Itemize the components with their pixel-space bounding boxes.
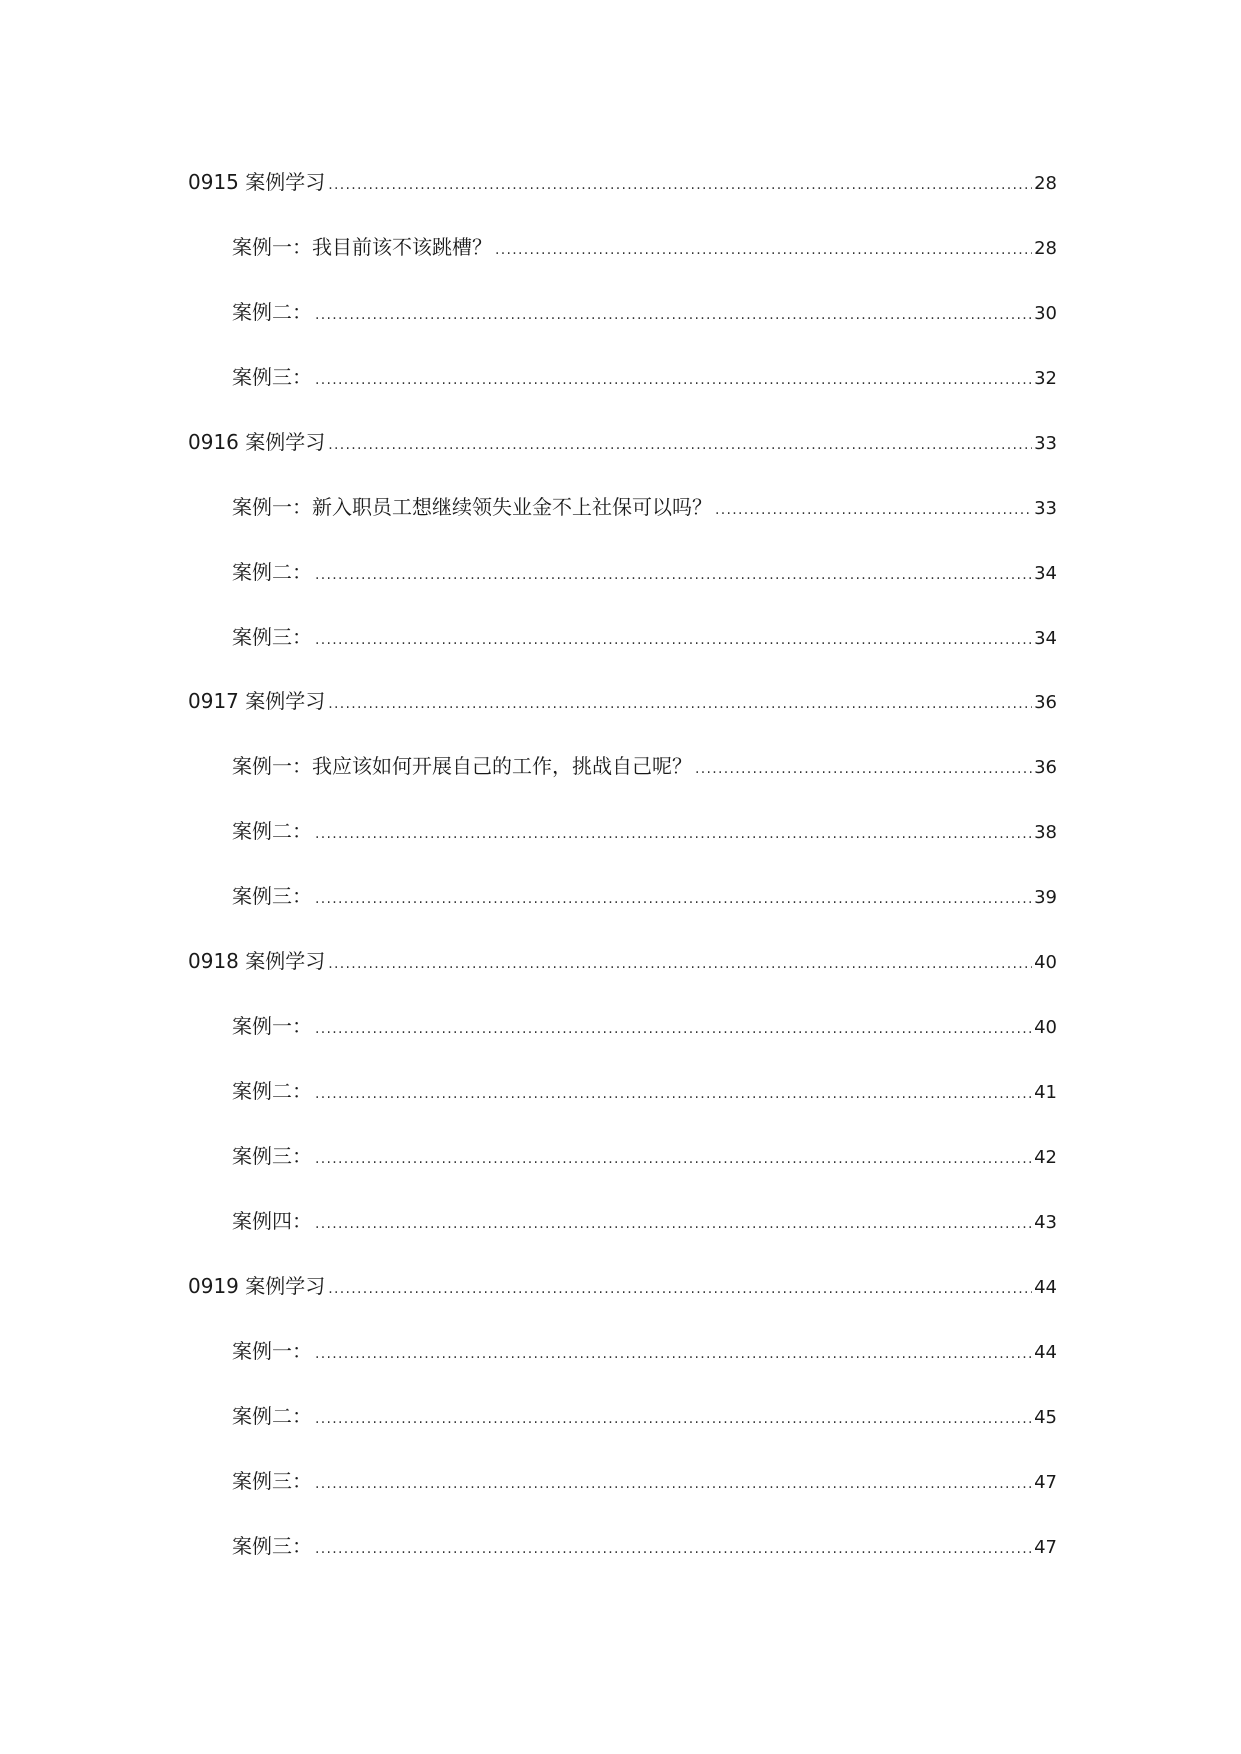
toc-entry-title: 0915 案例学习: [188, 170, 326, 194]
toc-entry[interactable]: [232, 816, 1057, 846]
toc-entry[interactable]: [232, 1466, 1057, 1496]
toc-page-number: 32: [1034, 368, 1057, 389]
toc-entry-title: 案例二：: [232, 819, 312, 843]
dot-leader: [315, 1209, 1032, 1239]
toc-page-number: 33: [1034, 433, 1057, 454]
toc-entry-title: 案例一：我应该如何开展自己的工作，挑战自己呢？: [232, 754, 692, 778]
toc-entry-title: 案例三：: [232, 1534, 312, 1558]
toc-entry[interactable]: [232, 1206, 1057, 1236]
toc-page-number: 33: [1034, 498, 1057, 519]
toc-page-number: 39: [1034, 887, 1057, 908]
toc-entry-title: 案例一：我目前该不该跳槽？: [232, 235, 492, 259]
dot-leader: [315, 1339, 1032, 1369]
toc-entry[interactable]: [232, 232, 1057, 262]
toc-entry[interactable]: [232, 1401, 1057, 1431]
dot-leader: [328, 1274, 1032, 1304]
toc-entry-title: 案例二：: [232, 300, 312, 324]
toc-entry-title: 0916 案例学习: [188, 430, 326, 454]
toc-entry[interactable]: [232, 1011, 1057, 1041]
toc-page-number: 47: [1034, 1537, 1057, 1558]
toc-entry-title: 案例一：: [232, 1339, 312, 1363]
toc-page-number: 47: [1034, 1472, 1057, 1493]
toc-entry[interactable]: [232, 362, 1057, 392]
toc-entry[interactable]: [232, 1336, 1057, 1366]
dot-leader: [315, 1014, 1032, 1044]
toc-page-number: 30: [1034, 303, 1057, 324]
toc-page-number: 40: [1034, 1017, 1057, 1038]
toc-page-number: 44: [1034, 1277, 1057, 1298]
dot-leader: [328, 949, 1032, 979]
toc-entry-title: 案例三：: [232, 365, 312, 389]
dot-leader: [315, 560, 1032, 590]
toc-entry[interactable]: [232, 1076, 1057, 1106]
toc-entry-title: 案例四：: [232, 1209, 312, 1233]
dot-leader: [695, 754, 1032, 784]
toc-page-number: 28: [1034, 173, 1057, 194]
toc-section-0915[interactable]: [188, 167, 1057, 197]
dot-leader: [315, 625, 1032, 655]
toc-entry-title: 案例三：: [232, 1144, 312, 1168]
toc-page-number: 40: [1034, 952, 1057, 973]
toc-page-number: 34: [1034, 628, 1057, 649]
toc-entry[interactable]: [232, 492, 1057, 522]
dot-leader: [328, 170, 1032, 200]
dot-leader: [315, 365, 1032, 395]
dot-leader: [315, 1469, 1032, 1499]
dot-leader: [315, 1534, 1032, 1564]
toc-page-number: 36: [1034, 757, 1057, 778]
toc-page-number: 42: [1034, 1147, 1057, 1168]
dot-leader: [315, 1079, 1032, 1109]
toc-entry[interactable]: [232, 622, 1057, 652]
dot-leader: [315, 1404, 1032, 1434]
toc-entry[interactable]: [232, 1531, 1057, 1561]
toc-page-number: 28: [1034, 238, 1057, 259]
dot-leader: [328, 430, 1032, 460]
dot-leader: [315, 884, 1032, 914]
toc-entry-title: 案例一：: [232, 1014, 312, 1038]
toc-entry[interactable]: [232, 557, 1057, 587]
toc-entry[interactable]: [232, 751, 1057, 781]
toc-section-0917[interactable]: [188, 686, 1057, 716]
toc-page-number: 45: [1034, 1407, 1057, 1428]
dot-leader: [328, 689, 1032, 719]
dot-leader: [315, 1144, 1032, 1174]
toc-entry-title: 0919 案例学习: [188, 1274, 326, 1298]
toc-entry-title: 0918 案例学习: [188, 949, 326, 973]
toc-page-number: 41: [1034, 1082, 1057, 1103]
toc-section-0918[interactable]: [188, 946, 1057, 976]
dot-leader: [315, 819, 1032, 849]
toc-page-number: 43: [1034, 1212, 1057, 1233]
dot-leader: [495, 235, 1032, 265]
toc-page-number: 36: [1034, 692, 1057, 713]
toc-entry[interactable]: [232, 881, 1057, 911]
toc-section-0919[interactable]: [188, 1271, 1057, 1301]
toc-entry-title: 案例三：: [232, 884, 312, 908]
dot-leader: [715, 495, 1032, 525]
toc-entry-title: 案例三：: [232, 625, 312, 649]
toc-entry[interactable]: [232, 297, 1057, 327]
toc-entry-title: 案例二：: [232, 1404, 312, 1428]
toc-entry-title: 案例一：新入职员工想继续领失业金不上社保可以吗？: [232, 495, 712, 519]
toc-entry-title: 案例二：: [232, 560, 312, 584]
toc-page-number: 38: [1034, 822, 1057, 843]
toc-page-number: 44: [1034, 1342, 1057, 1363]
toc-entry-title: 0917 案例学习: [188, 689, 326, 713]
toc-section-0916[interactable]: [188, 427, 1057, 457]
dot-leader: [315, 300, 1032, 330]
toc-page-number: 34: [1034, 563, 1057, 584]
toc-entry-title: 案例二：: [232, 1079, 312, 1103]
toc-entry-title: 案例三：: [232, 1469, 312, 1493]
toc-entry[interactable]: [232, 1141, 1057, 1171]
